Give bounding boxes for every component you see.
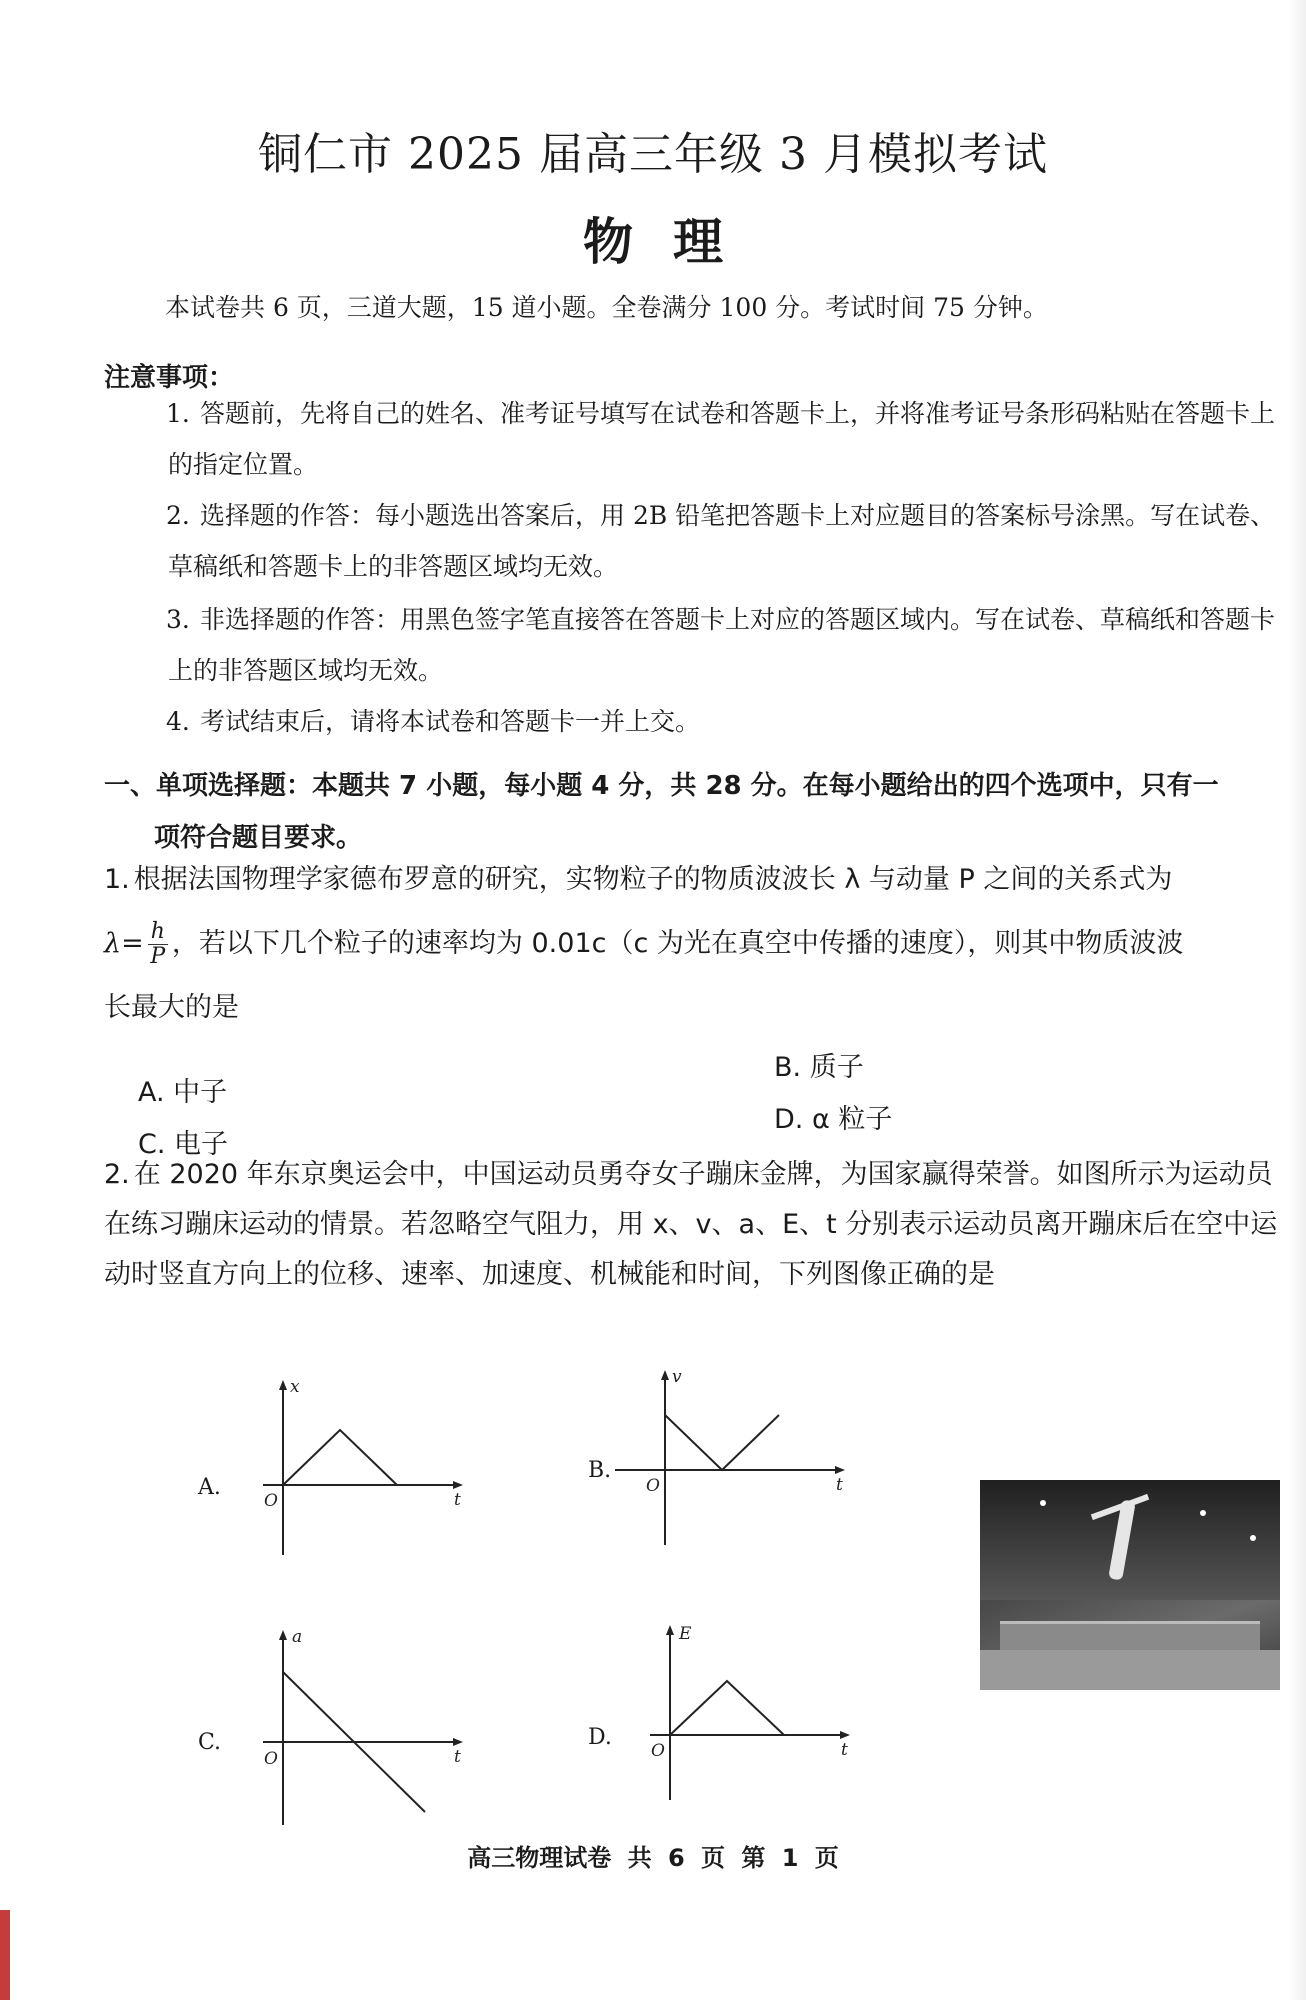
origin-label: O bbox=[264, 1491, 278, 1511]
note-text: 非选择题的作答：用黑色签字笔直接答在答题卡上对应的答题区域内。写在试卷、草稿纸和答题卡上的非答题区域均无效。 bbox=[168, 605, 1276, 685]
question-number: 1. bbox=[104, 864, 130, 895]
graph-a bbox=[258, 1377, 468, 1564]
photo-floor bbox=[980, 1650, 1280, 1690]
section-heading-cont: 项符合题目要求。 bbox=[154, 823, 363, 853]
notes-heading: 注意事项： bbox=[104, 363, 235, 393]
formula-lambda: λ= bbox=[104, 928, 144, 959]
question-number: 2. bbox=[104, 1159, 130, 1190]
graph-c bbox=[258, 1627, 468, 1834]
y-axis-arrow-icon bbox=[279, 1380, 287, 1390]
y-axis-label: v bbox=[672, 1367, 682, 1387]
photo-light bbox=[1200, 1510, 1206, 1516]
graph-a-svg bbox=[258, 1377, 468, 1560]
graph-b-svg bbox=[640, 1367, 850, 1550]
option-d: D. α 粒子 bbox=[774, 1104, 893, 1135]
note-number: 3. bbox=[166, 605, 190, 634]
graph-b bbox=[640, 1367, 850, 1554]
x-axis-label: t bbox=[836, 1475, 843, 1495]
question-2 bbox=[104, 1150, 1284, 1300]
origin-label: O bbox=[264, 1749, 278, 1769]
question-text: ，若以下几个粒子的速率均为 0.01c（c 为光在真空中传播的速度），则其中物质波波 bbox=[171, 928, 1184, 959]
question-text: 根据法国物理学家德布罗意的研究，实物粒子的物质波波长 λ 与动量 P 之间的关系式为 bbox=[133, 864, 1173, 895]
exam-title: 铜仁市 2025 届高三年级 3 月模拟考试 bbox=[258, 129, 1048, 180]
note-item-1 bbox=[168, 388, 1278, 490]
question-text: 在 2020 年东京奥运会中，中国运动员勇夺女子蹦床金牌，为国家赢得荣誉。如图所示为运动员在练习蹦床运动的情景。若忽略空气阻力，用 x、v、a、E、t 分别表示运动员离开蹦床后在空中运动时竖直方向上的位移、速率、加速度、机械能和时间，下列图像正确的是 bbox=[104, 1159, 1278, 1290]
graph-d-line bbox=[670, 1681, 784, 1735]
y-axis-label: E bbox=[679, 1624, 692, 1644]
option-b: B. 质子 bbox=[774, 1052, 864, 1083]
y-axis-label: x bbox=[290, 1377, 300, 1397]
question-1-line3: 长最大的是 bbox=[104, 992, 239, 1023]
note-text: 选择题的作答：每小题选出答案后，用 2B 铅笔把答题卡上对应题目的答案标号涂黑。写在试卷、草稿纸和答题卡上的非答题区域均无效。 bbox=[168, 501, 1276, 581]
graph-b-line bbox=[665, 1415, 779, 1470]
note-item-4 bbox=[168, 696, 1278, 747]
page-footer: 高三物理试卷 共 6 页 第 1 页 bbox=[467, 1844, 839, 1872]
origin-label: O bbox=[646, 1476, 660, 1496]
fraction-denominator: P bbox=[150, 944, 166, 969]
x-axis-arrow-icon bbox=[453, 1738, 463, 1746]
question-1-line1 bbox=[104, 852, 1284, 908]
note-number: 4. bbox=[166, 707, 190, 736]
option-c: C. 电子 bbox=[138, 1129, 229, 1160]
graph-b-label: B. bbox=[588, 1458, 612, 1483]
section-heading bbox=[104, 760, 1284, 864]
section-heading-text: 一、单项选择题：本题共 7 小题，每小题 4 分，共 28 分。在每小题给出的四个选项中，只有一 bbox=[104, 771, 1219, 801]
photo-light bbox=[1040, 1500, 1046, 1506]
graph-d-label: D. bbox=[588, 1725, 612, 1750]
option-a: A. 中子 bbox=[138, 1077, 228, 1108]
fraction-numerator: h bbox=[148, 920, 168, 945]
photo-light bbox=[1250, 1535, 1256, 1541]
graph-c-label: C. bbox=[198, 1730, 222, 1755]
note-item-2 bbox=[168, 490, 1278, 592]
subject-title: 物理 bbox=[583, 213, 763, 271]
exam-intro: 本试卷共 6 页，三道大题，15 道小题。全卷满分 100 分。考试时间 75 分钟。 bbox=[165, 293, 1048, 322]
graph-d bbox=[645, 1625, 855, 1809]
graph-a-line bbox=[283, 1430, 397, 1485]
photo-wall bbox=[980, 1480, 1280, 1600]
origin-label: O bbox=[651, 1741, 665, 1761]
graph-d-svg bbox=[645, 1625, 855, 1805]
x-axis-arrow-icon bbox=[453, 1481, 463, 1489]
x-axis-label: t bbox=[454, 1747, 461, 1767]
note-number: 1. bbox=[166, 399, 190, 428]
graph-c-svg bbox=[258, 1627, 468, 1830]
x-axis-arrow-icon bbox=[835, 1466, 845, 1474]
x-axis-label: t bbox=[454, 1490, 461, 1510]
x-axis-label: t bbox=[841, 1740, 848, 1760]
note-number: 2. bbox=[166, 501, 190, 530]
y-axis-label: a bbox=[292, 1627, 303, 1647]
y-axis-arrow-icon bbox=[661, 1370, 669, 1380]
binding-edge-mark bbox=[0, 1910, 10, 2000]
question-1-line2 bbox=[104, 916, 1284, 972]
y-axis-arrow-icon bbox=[666, 1625, 674, 1635]
formula-fraction bbox=[148, 920, 168, 969]
photo-trampoline bbox=[1000, 1621, 1260, 1650]
note-text: 考试结束后，请将本试卷和答题卡一并上交。 bbox=[200, 707, 701, 736]
note-text: 答题前，先将自己的姓名、准考证号填写在试卷和答题卡上，并将准考证号条形码粘贴在答题卡上的指定位置。 bbox=[168, 399, 1276, 479]
x-axis-arrow-icon bbox=[840, 1731, 850, 1739]
note-item-3 bbox=[168, 594, 1278, 696]
trampoline-photo bbox=[980, 1480, 1280, 1690]
question-1 bbox=[104, 852, 1284, 1036]
y-axis-arrow-icon bbox=[279, 1630, 287, 1640]
graph-a-label: A. bbox=[198, 1475, 221, 1500]
paper-edge-shadow bbox=[1288, 0, 1306, 2000]
